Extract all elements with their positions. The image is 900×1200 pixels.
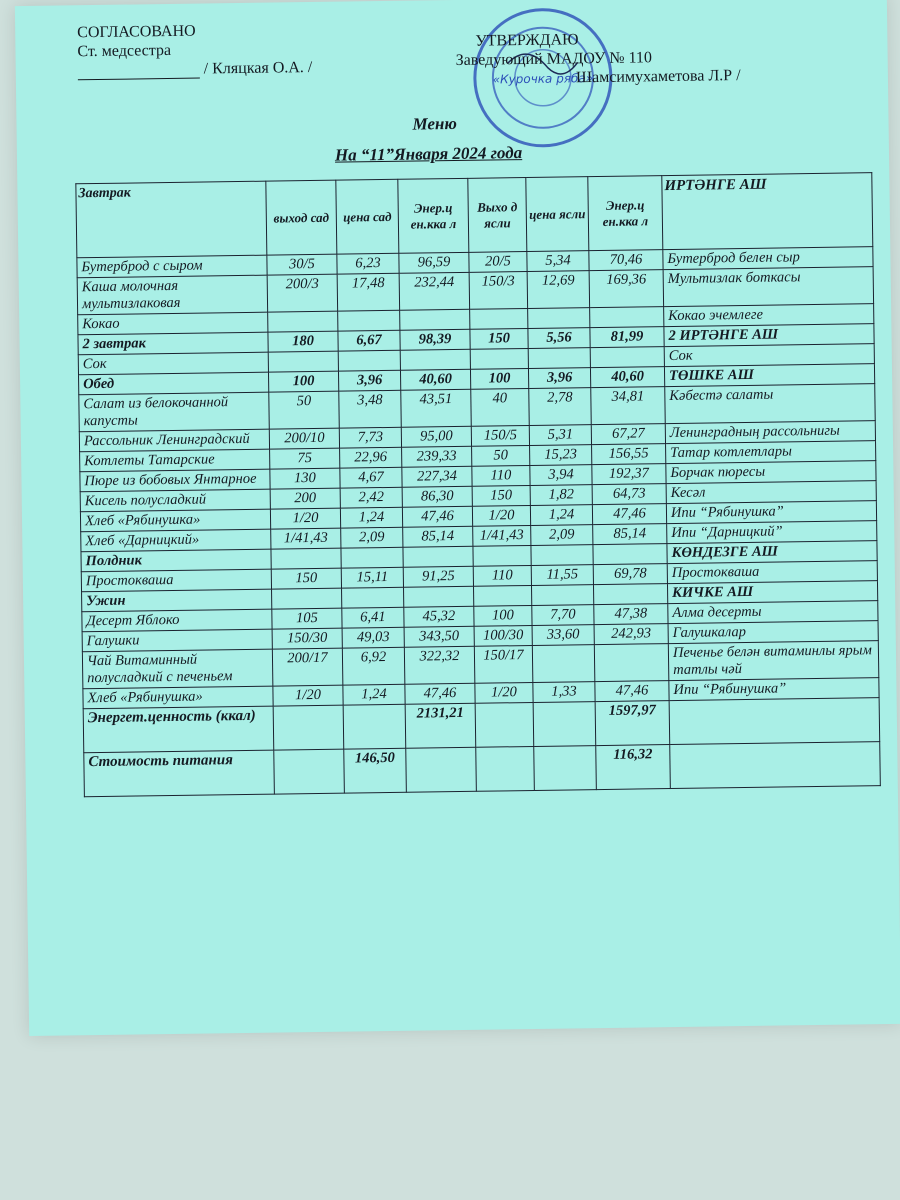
dish-name-tatar: Печенье белән витаминлы ярым татлы чәй <box>668 641 878 681</box>
energy-sad: 47,46 <box>405 683 475 704</box>
nurse-name: / Кляцкая О.А. / <box>203 58 313 78</box>
price-sad: 3,48 <box>339 390 402 428</box>
energy-yasli <box>593 544 667 565</box>
energy-sad: 47,46 <box>402 506 472 527</box>
dish-name: Котлеты Татарские <box>80 449 270 472</box>
price-yasli: 2,78 <box>529 388 592 426</box>
energy-yasli: 47,46 <box>592 504 666 525</box>
out-sad: 200/17 <box>272 648 343 686</box>
price-sad: 7,73 <box>339 427 401 448</box>
out-yasli: 100 <box>470 369 528 390</box>
energy-sad: 239,33 <box>402 446 472 467</box>
dish-name-tatar: Кесәл <box>666 481 876 504</box>
out-yasli: 110 <box>472 465 530 486</box>
dish-name-tatar: Сок <box>664 344 874 367</box>
out-sad: 105 <box>272 608 342 629</box>
out-yasli <box>473 545 531 566</box>
price-yasli <box>528 348 590 369</box>
energy-yasli <box>593 584 667 605</box>
dish-name: Пюре из бобовых Янтарное <box>80 469 270 492</box>
energy-yasli: 69,78 <box>593 564 667 585</box>
dish-name: Бутерброд с сыром <box>77 255 267 278</box>
cost-total-yasli: 116,32 <box>596 745 671 790</box>
energy-sad: 40,60 <box>400 369 470 390</box>
head-name: Шамсимухаметова Л.Р / <box>575 67 741 87</box>
price-yasli: 3,94 <box>530 465 592 486</box>
price-yasli <box>531 585 593 606</box>
out-sad: 180 <box>268 331 338 352</box>
menu-date: На “11”Января 2024 года <box>334 143 523 165</box>
dish-name: Салат из белокочанной капусты <box>79 392 269 432</box>
nurse-signature-row <box>78 58 313 80</box>
dish-name: Кисель полусладкий <box>80 489 270 512</box>
out-yasli: 1/20 <box>472 505 530 526</box>
energy-yasli <box>590 347 664 368</box>
energy-yasli: 47,38 <box>594 604 668 625</box>
out-yasli: 110 <box>473 565 531 586</box>
price-yasli <box>531 545 593 566</box>
out-yasli: 100/30 <box>474 625 532 646</box>
out-sad: 150 <box>271 568 341 589</box>
energy-total-yasli: 1597,97 <box>595 701 670 746</box>
out-yasli: 20/5 <box>469 252 527 273</box>
out-yasli: 1/41,43 <box>473 525 531 546</box>
dish-name: Хлеб «Рябинушка» <box>83 686 273 709</box>
price-yasli: 1,24 <box>530 505 592 526</box>
price-sad <box>338 310 400 331</box>
cost-total-sad: 146,50 <box>344 748 407 793</box>
out-sad: 150/30 <box>272 628 342 649</box>
energy-yasli <box>590 307 664 328</box>
dish-name-tatar: Борчак пюресы <box>666 461 876 484</box>
price-sad: 1,24 <box>340 507 402 528</box>
out-yasli: 40 <box>471 388 530 426</box>
price-sad: 2,42 <box>340 487 402 508</box>
out-sad: 1/41,43 <box>271 528 341 549</box>
dish-name: Простокваша <box>81 569 271 592</box>
out-sad <box>268 351 338 372</box>
price-yasli: 2,09 <box>531 525 593 546</box>
price-yasli: 5,34 <box>527 251 589 272</box>
out-sad: 130 <box>270 468 340 489</box>
dish-name: Десерт Яблоко <box>82 609 272 632</box>
price-sad <box>341 547 403 568</box>
dish-name: Полдник <box>81 549 271 572</box>
approval-left <box>77 20 312 80</box>
out-yasli <box>473 585 531 606</box>
out-yasli: 150/3 <box>469 272 528 310</box>
energy-sad: 43,51 <box>401 389 472 427</box>
price-sad: 6,41 <box>342 607 404 628</box>
out-yasli: 150 <box>470 329 528 350</box>
energy-yasli: 156,55 <box>592 444 666 465</box>
header-price-sad: цена сад <box>336 179 399 254</box>
dish-name-tatar: Татар котлетлары <box>666 441 876 464</box>
out-yasli <box>470 309 528 330</box>
energy-sad: 96,59 <box>399 252 469 273</box>
header-energy-sad: Энер.ц ен.кка л <box>398 178 469 253</box>
dish-name-tatar: КӨНДЕЗГЕ АШ <box>667 541 877 564</box>
price-sad: 6,92 <box>342 647 405 685</box>
dish-name: Галушки <box>82 629 272 652</box>
dish-name: Кокао <box>78 312 268 335</box>
price-yasli: 3,96 <box>528 368 590 389</box>
menu-title: Меню <box>412 113 457 134</box>
price-yasli: 1,33 <box>533 682 595 703</box>
price-yasli: 5,56 <box>528 328 590 349</box>
energy-sad: 232,44 <box>399 272 470 310</box>
approval-right <box>455 27 786 89</box>
price-sad: 3,96 <box>338 370 400 391</box>
out-yasli: 150/5 <box>471 425 529 446</box>
energy-yasli <box>594 644 669 682</box>
stamp-text: «Курочка ряба» <box>492 71 594 87</box>
energy-yasli: 64,73 <box>592 484 666 505</box>
out-yasli <box>470 349 528 370</box>
signature-line <box>78 64 200 81</box>
energy-yasli: 67,27 <box>591 424 665 445</box>
energy-total-sad: 2131,21 <box>405 703 476 748</box>
head-title: Заведующий МАДОУ № 110 <box>455 49 653 69</box>
out-yasli: 1/20 <box>475 682 533 703</box>
dish-name-tatar: Кәбестә салаты <box>665 384 875 424</box>
out-sad <box>272 588 342 609</box>
out-sad: 30/5 <box>267 254 337 275</box>
price-yasli: 7,70 <box>532 605 594 626</box>
cost-total-label: Стоимость питания <box>84 750 275 797</box>
dish-name-tatar: Ипи “Дарницкий” <box>667 521 877 544</box>
energy-yasli: 169,36 <box>589 270 664 308</box>
price-sad <box>338 350 400 371</box>
energy-sad: 95,00 <box>401 426 471 447</box>
out-sad <box>268 311 338 332</box>
price-sad: 4,67 <box>340 467 402 488</box>
energy-sad <box>404 586 474 607</box>
price-sad <box>342 587 404 608</box>
dish-name-tatar: Ленинградның рассольнигы <box>665 421 875 444</box>
energy-sad <box>400 349 470 370</box>
energy-sad: 322,32 <box>404 646 475 684</box>
energy-sad: 227,34 <box>402 466 472 487</box>
price-yasli <box>528 308 590 329</box>
energy-yasli: 47,46 <box>595 681 669 702</box>
dish-name-tatar: Ипи “Рябинушка” <box>666 501 876 524</box>
price-yasli: 5,31 <box>529 425 591 446</box>
price-yasli: 1,82 <box>530 485 592 506</box>
dish-name-tatar: Бутерброд белен сыр <box>663 247 873 270</box>
energy-sad: 85,14 <box>403 526 473 547</box>
price-sad: 6,67 <box>338 330 400 351</box>
price-yasli: 15,23 <box>530 445 592 466</box>
energy-yasli: 34,81 <box>591 387 666 425</box>
dish-name: Ужин <box>82 589 272 612</box>
header-out-yasli: Выхо д ясли <box>468 178 527 253</box>
nurse-title: Ст. медсестра <box>77 41 172 61</box>
energy-yasli: 40,60 <box>590 367 664 388</box>
energy-sad: 91,25 <box>403 566 473 587</box>
dish-name: Хлеб «Дарницкий» <box>81 529 271 552</box>
out-yasli: 150/17 <box>474 645 533 683</box>
menu-sheet <box>15 0 900 1036</box>
out-sad: 75 <box>270 448 340 469</box>
header-meal: Завтрак <box>76 181 267 258</box>
out-sad <box>271 548 341 569</box>
energy-yasli: 85,14 <box>593 524 667 545</box>
out-sad: 200/10 <box>269 428 339 449</box>
header-energy-yasli: Энер.ц ен.кка л <box>588 176 663 251</box>
energy-sad: 343,50 <box>404 626 474 647</box>
price-yasli: 11,55 <box>531 565 593 586</box>
energy-sad <box>403 546 473 567</box>
header-price-yasli: цена ясли <box>526 177 589 252</box>
out-sad: 50 <box>269 391 340 429</box>
dish-name-tatar: Галушкалар <box>668 621 878 644</box>
price-sad: 17,48 <box>337 273 400 311</box>
agreed-label: СОГЛАСОВАНО <box>77 22 196 42</box>
dish-name-tatar: Простокваша <box>667 561 877 584</box>
price-yasli <box>532 645 595 683</box>
out-yasli: 150 <box>472 485 530 506</box>
dish-name: Рассольник Ленинградский <box>79 429 269 452</box>
table-header-row <box>76 173 873 258</box>
energy-yasli: 81,99 <box>590 327 664 348</box>
dish-name-tatar: Ипи “Рябинушка” <box>669 678 879 701</box>
price-sad: 1,24 <box>343 684 405 705</box>
energy-total-label: Энергет.ценность (ккал) <box>83 706 274 753</box>
dish-name: Каша молочная мультизлаковая <box>77 275 267 315</box>
out-yasli: 50 <box>472 445 530 466</box>
dish-name-tatar: КИЧКЕ АШ <box>667 581 877 604</box>
energy-sad: 98,39 <box>400 329 470 350</box>
dish-name-tatar: Мультизлак боткасы <box>663 267 873 307</box>
price-sad: 49,03 <box>342 627 404 648</box>
dish-name: Хлеб «Рябинушка» <box>80 509 270 532</box>
energy-sad: 86,30 <box>402 486 472 507</box>
out-sad: 200 <box>270 488 340 509</box>
out-sad: 200/3 <box>267 274 338 312</box>
energy-sad: 45,32 <box>404 606 474 627</box>
out-sad: 1/20 <box>273 685 343 706</box>
menu-table <box>75 172 880 797</box>
dish-name: Сок <box>78 352 268 375</box>
energy-yasli: 70,46 <box>589 250 663 271</box>
price-sad: 6,23 <box>337 253 399 274</box>
energy-yasli: 242,93 <box>594 624 668 645</box>
energy-sad <box>400 309 470 330</box>
price-yasli: 12,69 <box>527 271 590 309</box>
dish-name-tatar: 2 ИРТӘНГЕ АШ <box>664 324 874 347</box>
header-tatar: ИРТӘНГЕ АШ <box>662 173 873 250</box>
dish-name: Чай Витаминный полусладкий с печеньем <box>82 649 272 689</box>
dish-name-tatar: Алма десерты <box>668 601 878 624</box>
out-sad: 1/20 <box>270 508 340 529</box>
out-yasli: 100 <box>474 605 532 626</box>
dish-name-tatar: Кокао эчемлеге <box>664 304 874 327</box>
approved-label: УТВЕРЖДАЮ <box>475 31 579 50</box>
price-yasli: 33,60 <box>532 625 594 646</box>
dish-name: Обед <box>79 372 269 395</box>
dish-name-tatar: ТӨШКЕ АШ <box>664 364 874 387</box>
dish-name: 2 завтрак <box>78 332 268 355</box>
price-sad: 22,96 <box>340 447 402 468</box>
energy-yasli: 192,37 <box>592 464 666 485</box>
header-out-sad: выход сад <box>266 180 337 255</box>
out-sad: 100 <box>268 371 338 392</box>
price-sad: 2,09 <box>341 527 403 548</box>
price-sad: 15,11 <box>341 567 403 588</box>
